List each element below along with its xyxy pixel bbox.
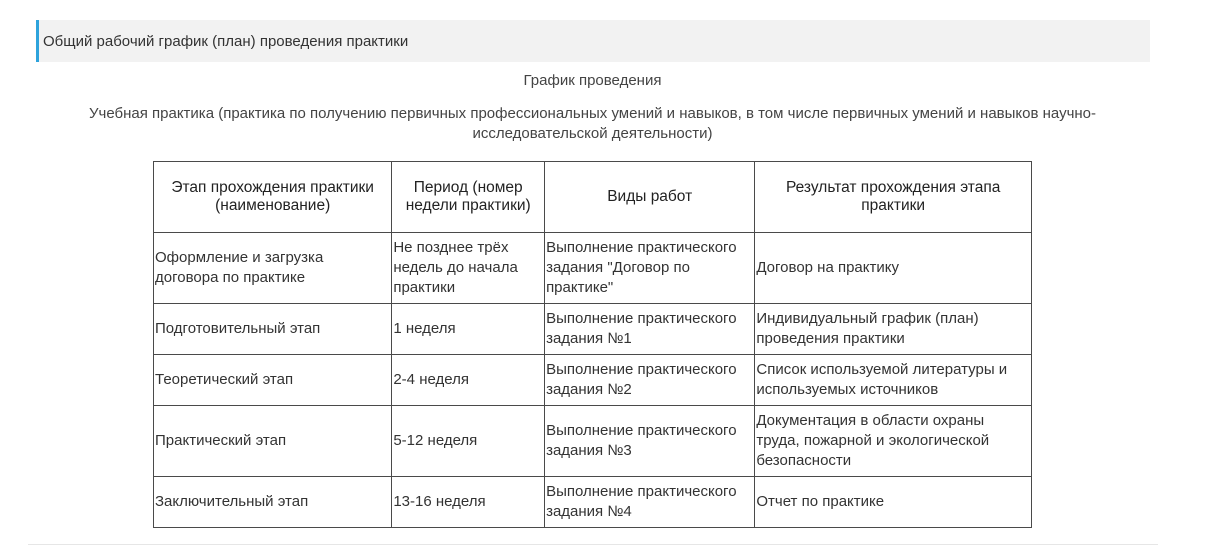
cell-work: Выполнение практического задания №2	[545, 355, 755, 406]
cell-stage: Оформление и загрузка договора по практике	[154, 233, 392, 304]
cell-stage: Теоретический этап	[154, 355, 392, 406]
column-header-result: Результат прохождения этапа практики	[755, 162, 1032, 233]
cell-work: Выполнение практического задания №1	[545, 304, 755, 355]
section-title: Общий рабочий график (план) проведения практики	[43, 32, 409, 50]
table-row	[154, 233, 1032, 304]
cell-work: Выполнение практического задания №3	[545, 406, 755, 477]
cell-result: Отчет по практике	[755, 477, 1032, 528]
cell-period: 1 неделя	[392, 304, 545, 355]
column-header-stage: Этап прохождения практики (наименование)	[154, 162, 392, 233]
cell-stage: Практический этап	[154, 406, 392, 477]
document-heading: График проведения	[523, 72, 662, 89]
cell-stage: Заключительный этап	[154, 477, 392, 528]
table-row	[154, 304, 1032, 355]
cell-work: Выполнение практического задания №4	[545, 477, 755, 528]
table-row	[154, 406, 1032, 477]
document-subheading: Учебная практика (практика по получению первичных профессиональных умений и навыков, в том числе первичных умений и навыков научно-исследовательской деятельности)	[88, 105, 1097, 142]
cell-period: Не позднее трёх недель до начала практики	[392, 233, 545, 304]
cell-period: 5-12 неделя	[392, 406, 545, 477]
table-row	[154, 355, 1032, 406]
cell-result: Документация в области охраны труда, пожарной и экологической безопасности	[755, 406, 1032, 477]
cell-stage: Подготовительный этап	[154, 304, 392, 355]
column-header-work: Виды работ	[545, 162, 755, 233]
schedule-table	[153, 161, 1032, 528]
cell-result: Индивидуальный график (план) проведения практики	[755, 304, 1032, 355]
cell-result: Договор на практику	[755, 233, 1032, 304]
bottom-divider	[28, 544, 1158, 545]
cell-period: 13-16 неделя	[392, 477, 545, 528]
table-row	[154, 477, 1032, 528]
table-header-row	[154, 162, 1032, 233]
cell-period: 2-4 неделя	[392, 355, 545, 406]
cell-result: Список используемой литературы и используемых источников	[755, 355, 1032, 406]
column-header-period: Период (номер недели практики)	[392, 162, 545, 233]
section-header	[36, 20, 1150, 62]
cell-work: Выполнение практического задания "Договор по практике"	[545, 233, 755, 304]
